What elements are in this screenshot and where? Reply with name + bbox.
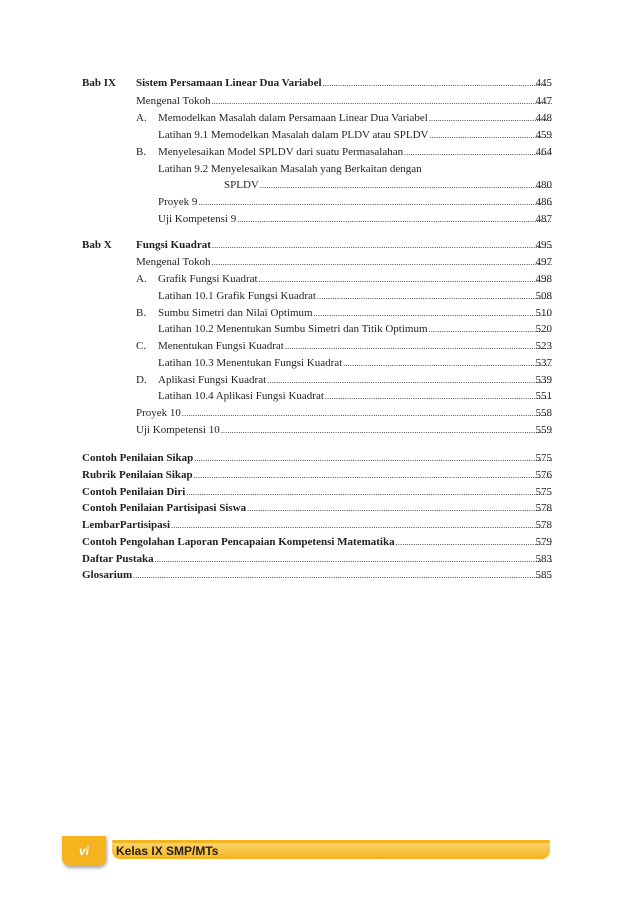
toc-entry[interactable] (224, 178, 552, 192)
entry-text (136, 111, 429, 125)
entry-text: Contoh Penilaian Sikap (82, 452, 194, 464)
entry-text: Uji Kompetensi 10 (136, 424, 220, 436)
toc-entry[interactable] (136, 339, 552, 353)
entry-text: Proyek 10 (136, 407, 181, 419)
entry-text: Contoh Penilaian Partisipasi Siswa (82, 502, 247, 514)
toc-entry[interactable] (158, 289, 552, 303)
entry-text (136, 339, 285, 353)
leader-dots (314, 307, 552, 321)
section-marker: D. (136, 374, 147, 386)
entry-text: Proyek 9 (158, 196, 198, 208)
leader-dots (194, 469, 552, 483)
entry-text (136, 272, 259, 286)
page-number: 445 (535, 77, 552, 89)
toc-entry[interactable] (158, 356, 552, 370)
page-number: 559 (535, 424, 552, 436)
page-number: 579 (535, 536, 552, 548)
section-marker: B. (136, 307, 147, 319)
entry-text: Latihan 10.2 Menentukan Sumbu Simetri dan Titik Optimum (158, 323, 428, 335)
leader-dots (212, 256, 553, 270)
entry-text: SPLDV (224, 179, 259, 191)
page-number: 551 (535, 390, 552, 402)
section-marker: A. (136, 112, 147, 124)
entry-title: Sumbu Simetri dan Nilai Optimum (158, 307, 313, 319)
section-marker: B. (136, 146, 147, 158)
leader-dots (198, 196, 552, 210)
leader-dots (212, 95, 553, 109)
footer-book-title: Kelas IX SMP/MTs (116, 844, 219, 858)
page-number: 578 (535, 519, 552, 531)
page-number: 537 (535, 357, 552, 369)
page-number: 448 (535, 112, 552, 124)
toc-entry-appendix[interactable] (82, 552, 552, 566)
toc-entry-appendix[interactable] (82, 568, 552, 582)
entry-text: Latihan 10.3 Menentukan Fungsi Kuadrat (158, 357, 343, 369)
toc-entry[interactable] (136, 255, 552, 269)
page-number: 523 (535, 340, 552, 352)
toc-entry[interactable] (136, 423, 552, 437)
entry-text: Mengenal Tokoh (136, 256, 211, 268)
leader-dots (133, 569, 552, 583)
leader-dots (221, 424, 552, 438)
toc-entry[interactable] (136, 272, 552, 286)
toc-entry-line[interactable]: Latihan 9.2 Menyelesaikan Masalah yang Berkaitan dengan (158, 163, 422, 175)
leader-dots (259, 273, 552, 287)
entry-text: Contoh Penilaian Diri (82, 486, 186, 498)
page-number: 487 (535, 213, 552, 225)
entry-text: Contoh Pengolahan Laporan Pencapaian Kompetensi Matematika (82, 536, 395, 548)
leader-dots (186, 486, 552, 500)
chapter-label: Bab IX (82, 77, 116, 89)
toc-entry[interactable] (136, 94, 552, 108)
entry-text: Latihan 9.1 Memodelkan Masalah dalam PLDV atau SPLDV (158, 129, 429, 141)
leader-dots (317, 290, 552, 304)
page-number: 575 (535, 486, 552, 498)
entry-text: Rubrik Penilaian Sikap (82, 469, 193, 481)
page-number: 480 (535, 179, 552, 191)
toc-entry[interactable] (158, 389, 552, 403)
toc-entry-appendix[interactable] (82, 535, 552, 549)
toc-entry[interactable] (136, 373, 552, 387)
page-number: 486 (535, 196, 552, 208)
page-number: 575 (535, 452, 552, 464)
entry-text: LembarPartisipasi (82, 519, 170, 531)
page-number: 510 (535, 307, 552, 319)
entry-text: Fungsi Kuadrat (136, 239, 211, 251)
leader-dots (171, 519, 552, 533)
entry-text: Mengenal Tokoh (136, 95, 211, 107)
leader-dots (212, 239, 552, 253)
entry-text: Daftar Pustaka (82, 553, 154, 565)
toc-entry-appendix[interactable] (82, 485, 552, 499)
leader-dots (343, 357, 552, 371)
entry-text: Sistem Persamaan Linear Dua Variabel (136, 77, 322, 89)
leader-dots (247, 502, 552, 516)
leader-dots (237, 213, 552, 227)
toc-entry[interactable] (158, 128, 552, 142)
toc-entry-chapter-title[interactable] (136, 238, 552, 252)
leader-dots (285, 340, 552, 354)
toc-entry[interactable] (136, 306, 552, 320)
toc-entry[interactable] (158, 322, 552, 336)
leader-dots (155, 553, 552, 567)
leader-dots (182, 407, 552, 421)
toc-entry-appendix[interactable] (82, 501, 552, 515)
toc-entry[interactable] (136, 111, 552, 125)
leader-dots (325, 390, 552, 404)
page-number: 539 (535, 374, 552, 386)
entry-text (136, 145, 404, 159)
entry-text: Latihan 10.1 Grafik Fungsi Kuadrat (158, 290, 316, 302)
leader-dots (260, 179, 552, 193)
page-number: 585 (535, 569, 552, 581)
entry-title: Grafik Fungsi Kuadrat (158, 273, 258, 285)
page-number: 558 (535, 407, 552, 419)
toc-entry[interactable] (158, 195, 552, 209)
entry-text: Uji Kompetensi 9 (158, 213, 237, 225)
toc-entry[interactable] (136, 145, 552, 159)
page-number: 497 (535, 256, 552, 268)
entry-text (136, 373, 267, 387)
chapter-label: Bab X (82, 239, 112, 251)
entry-text: Latihan 10.4 Aplikasi Fungsi Kuadrat (158, 390, 324, 402)
section-marker: A. (136, 273, 147, 285)
toc-entry[interactable] (158, 212, 552, 226)
leader-dots (267, 374, 552, 388)
page-number: 508 (535, 290, 552, 302)
entry-title: Memodelkan Masalah dalam Persamaan Linear Dua Variabel (158, 112, 428, 124)
page-number: 576 (535, 469, 552, 481)
entry-title: Aplikasi Fungsi Kuadrat (158, 374, 267, 386)
page-number: 520 (535, 323, 552, 335)
toc-entry-appendix[interactable] (82, 451, 552, 465)
page-number: 495 (535, 239, 552, 251)
leader-dots (323, 77, 552, 91)
entry-text: Glosarium (82, 569, 133, 581)
entry-text (136, 306, 314, 320)
page-number-badge (62, 836, 106, 866)
toc-entry-chapter-title[interactable] (136, 76, 552, 90)
page-number: 464 (535, 146, 552, 158)
page-number: 459 (535, 129, 552, 141)
entry-title: Menentukan Fungsi Kuadrat (158, 340, 284, 352)
footer-page-number: vi (78, 844, 89, 858)
toc-entry-appendix[interactable] (82, 518, 552, 532)
page-number: 498 (535, 273, 552, 285)
page-number: 583 (535, 553, 552, 565)
toc-entry-appendix[interactable] (82, 468, 552, 482)
toc-entry[interactable] (136, 406, 552, 420)
entry-title: Menyelesaikan Model SPLDV dari suatu Permasalahan (158, 146, 404, 158)
section-marker: C. (136, 340, 147, 352)
page-number: 447 (535, 95, 552, 107)
page-number: 578 (535, 502, 552, 514)
leader-dots (194, 452, 552, 466)
